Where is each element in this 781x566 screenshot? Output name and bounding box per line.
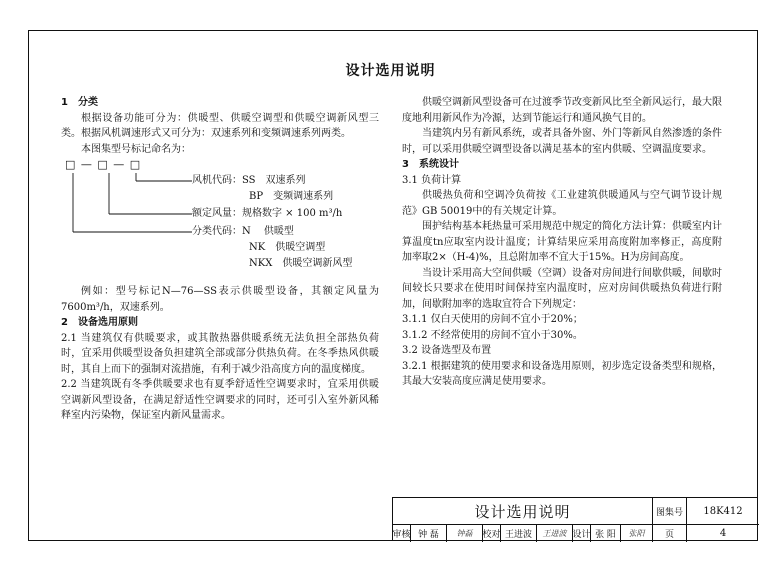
section-1-heading: 1 分类 (61, 97, 98, 108)
section-2-1: 2.1 当建筑仅有供暖要求，或其散热器供暖系统无法负担全部热负荷时，宜采用供暖型设备负担建筑全部或部分供热负荷。在冬季热风供暖时，其自上而下的强制对流措施，有利于减少沿高度方向的温度梯度。 (61, 332, 379, 375)
fan-code-label: 风机代码：SS 双速系列 (192, 175, 306, 186)
section-3-1-para-1: 供暖热负荷和空调冷负荷按《工业建筑供暖通风与空气调节设计规范》GB 50019中的有关规定计算。 (402, 190, 722, 217)
section-3-2-heading: 3.2 设备选型及布置 (402, 345, 492, 356)
model-example: 例如：型号标记N—76—SS表示供暖型设备，其额定风量为7600m³/h，双速系列。 (61, 286, 379, 313)
designer-name: 张 阳 (591, 525, 621, 542)
page-title: 设计选用说明 (345, 63, 436, 79)
section-3-2-1: 3.2.1 根据建筑的使用要求和设备选用原则，初步选定设备类型和规格，其最大安装高度应满足使用要求。 (402, 360, 722, 387)
section-2-heading: 2 设备选用原则 (61, 317, 138, 328)
section-3-heading: 3 系统设计 (402, 159, 459, 170)
title-block-title: 设计选用说明 (393, 498, 653, 525)
fan-code-bp: BP 变频调速系列 (249, 191, 334, 202)
page-number: 4 (719, 528, 727, 539)
section-1-para-1: 根据设备功能可分为：供暖型、供暖空调型和供暖空调新风型三类。根据风机调速形式又可分为：双速系列和变频调速系列两类。 (61, 112, 379, 139)
reviewer-signature: 钟磊 (447, 525, 483, 542)
right-para-1: 供暖空调新风型设备可在过渡季节改变新风比至全新风运行，最大限度地利用新风作为冷源，达到节能运行和通风换气目的。 (402, 97, 722, 124)
class-code-nkx: NKX 供暖空调新风型 (249, 258, 353, 269)
page-label: 页 (653, 525, 687, 542)
section-3-1-1: 3.1.1 仅白天使用的房间不宜小于20%； (402, 314, 583, 325)
section-2-2: 2.2 当建筑既有冬季供暖要求也有夏季舒适性空调要求时，宜采用供暖空调新风型设备，在满足舒适性空调要求的同时，还可引入室外新风稀释室内污染物，保证室内新风量需求。 (61, 379, 379, 421)
check-label: 校对 (483, 525, 501, 542)
checker-signature: 王进波 (537, 525, 573, 542)
reviewer-name: 钟 磊 (411, 525, 447, 542)
rated-air-label: 额定风量：规格数字 × 100 m³/h (192, 208, 343, 219)
model-code-diagram (61, 158, 379, 284)
right-para-2: 当建筑内另有新风系统，或者具备外窗、外门等新风自然渗透的条件时，可以采用供暖空调型设备以满足基本的室内供暖、空调温度要求。 (402, 128, 722, 155)
section-3-1-para-3: 当设计采用高大空间供暖（空调）设备对房间进行间歇供暖，间歇时间较长只要求在使用时间保持室内温度时，应对房间供暖热负荷进行附加，间歇附加率的选取宜符合下列规定： (402, 267, 722, 310)
atlas-number-label: 图集号 (653, 498, 687, 525)
review-label: 审核 (393, 525, 411, 542)
section-1-para-2: 本图集型号标记命名为： (81, 143, 191, 155)
design-label: 设计 (573, 525, 591, 542)
left-column (61, 95, 379, 424)
class-code-nk: NK 供暖空调型 (249, 242, 326, 253)
section-3-1-2: 3.1.2 不经常使用的房间不宜小于30%。 (402, 329, 583, 341)
atlas-number: 18K412 (687, 498, 759, 525)
section-3-1-para-2: 围护结构基本耗热量可采用规范中规定的简化方法计算：供暖室内计算温度tn应取室内设计温度；计算结果应采用高度附加率修正，高度附加率取2×（H-4)%，且总附加率不宜大于15%。H为房间高度。 (402, 221, 722, 263)
class-code-label: 分类代码：N 供暖型 (192, 226, 294, 237)
title-block (392, 497, 758, 541)
right-column (402, 95, 722, 390)
section-3-1-heading: 3.1 负荷计算 (402, 174, 462, 186)
designer-signature: 张阳 (621, 525, 653, 542)
checker-name: 王进波 (501, 525, 537, 542)
code-pattern: □ — □ — □ (65, 158, 142, 171)
